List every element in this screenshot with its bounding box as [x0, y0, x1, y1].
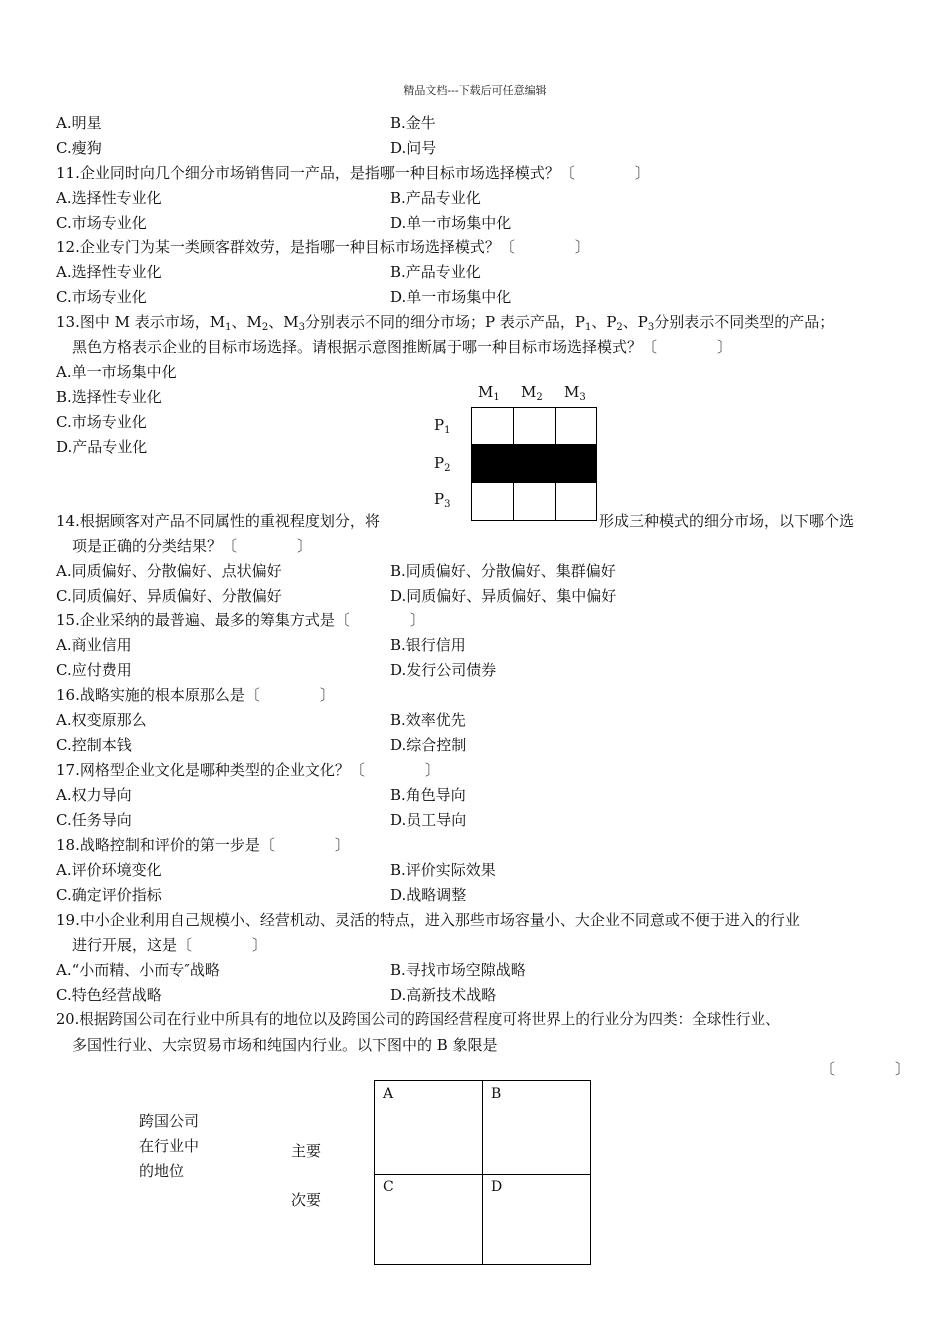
q14-stem-end: 形成三种模式的细分市场，以下哪个选: [599, 512, 855, 530]
market-product-grid: [471, 407, 597, 521]
q20-stem-line1: 20.根据跨国公司在行业中所具有的地位以及跨国公司的跨国经营程度可将世界上的行业分为四类：全球性行业、: [56, 1011, 780, 1028]
q11-stem: 11.企业同时向几个细分市场销售同一产品，是指哪一种目标市场选择模式？〔 〕: [56, 164, 650, 182]
grid-row-line: [472, 444, 596, 445]
grid-column-line: [555, 408, 556, 520]
q12-stem: 12.企业专门为某一类顾客群效劳，是指哪一种目标市场选择模式？〔 〕: [56, 238, 590, 256]
q13-row-label-p2: $P_2$: [434, 454, 451, 474]
q13-col-label-m2: $M_2$: [521, 383, 543, 403]
q18-option-b: B.评价实际效果: [390, 861, 496, 879]
page-header: 精品文档---下载后可任意编辑: [403, 84, 547, 97]
grid-column-line: [513, 408, 514, 520]
q19-option-a: A.“小而精、小而专″战略: [56, 961, 220, 979]
industry-quadrant-grid: [374, 1080, 591, 1265]
q14-option-c: C.同质偏好、异质偏好、分散偏好: [56, 587, 282, 605]
q12-option-c: C.市场专业化: [56, 288, 147, 306]
q13-row-label-p1: $P_1$: [434, 416, 451, 436]
q13-option-a: A.单一市场集中化: [56, 363, 177, 381]
q13-col-label-m1: $M_1$: [478, 383, 500, 403]
q20-side-label-1: 跨国公司: [139, 1112, 200, 1130]
q18-stem: 18.战略控制和评价的第一步是〔 〕: [56, 836, 350, 854]
q16-option-c: C.控制本钱: [56, 736, 132, 754]
q17-stem: 17.网格型企业文化是哪种类型的企业文化？〔 〕: [56, 761, 440, 779]
q15-option-d: D.发行公司债券: [390, 661, 497, 679]
q13-option-d: D.产品专业化: [56, 438, 148, 456]
q15-option-a: A.商业信用: [56, 636, 132, 654]
q16-stem: 16.战略实施的根本原那么是〔 〕: [56, 686, 335, 704]
q10-option-c: C.瘦狗: [56, 139, 102, 157]
quadrant-a-label: A: [383, 1086, 394, 1102]
grid-row-line: [472, 482, 596, 483]
q18-option-a: A.评价环境变化: [56, 861, 162, 879]
q11-option-b: B.产品专业化: [390, 189, 481, 207]
q12-option-b: B.产品专业化: [390, 263, 481, 281]
quadrant-b-label: B: [491, 1086, 502, 1102]
quadrant-d-label: D: [491, 1179, 503, 1195]
q17-option-c: C.任务导向: [56, 811, 132, 829]
q11-option-d: D.单一市场集中化: [390, 214, 512, 232]
q20-stem-line2: 多国性行业、大宗贸易市场和纯国内行业。以下图中的 B 象限是: [72, 1036, 498, 1054]
q14-stem-start: 14.根据顾客对产品不同属性的重视程度划分，将: [56, 512, 380, 530]
quadrant-vertical-divider: [482, 1081, 483, 1264]
q13-col-label-m3: $M_3$: [564, 383, 586, 403]
q16-option-b: B.效率优先: [390, 711, 466, 729]
q12-option-d: D.单一市场集中化: [390, 288, 512, 306]
q18-option-c: C.确定评价指标: [56, 886, 162, 904]
q18-option-d: D.战略调整: [390, 886, 467, 904]
q19-option-c: C.特色经营战略: [56, 986, 162, 1004]
q15-option-c: C.应付费用: [56, 661, 132, 679]
q14-option-d: D.同质偏好、异质偏好、集中偏好: [390, 587, 617, 605]
q20-row-label-primary: 主要: [291, 1142, 322, 1160]
q14-option-b: B.同质偏好、分散偏好、集群偏好: [390, 562, 616, 580]
q10-option-a: A.明星: [56, 114, 102, 132]
q15-option-b: B.银行信用: [390, 636, 466, 654]
q14-stem-line2: 项是正确的分类结果？〔 〕: [72, 537, 313, 555]
q11-option-a: A.选择性专业化: [56, 189, 162, 207]
q13-option-c: C.市场专业化: [56, 413, 147, 431]
q13-stem-line2: 黑色方格表示企业的目标市场选择。请根据示意图推断属于哪一种目标市场选择模式？〔 〕: [72, 338, 733, 356]
quadrant-c-label: C: [383, 1179, 394, 1195]
q20-side-label-3: 的地位: [139, 1162, 185, 1180]
q15-stem: 15.企业采纳的最普遍、最多的筹集方式是〔 〕: [56, 611, 425, 629]
q20-answer-bracket: 〔 〕: [820, 1060, 911, 1078]
q19-stem-line1: 19.中小企业利用自己规模小、经营机动、灵活的特点，进入那些市场容量小、大企业不同意或不便于进入的行业: [56, 911, 800, 929]
q13-stem-line1: 13.图中 M 表示市场，$M_1$、$M_2$、$M_3$分别表示不同的细分市场；P 表示产品，$P_1$、$P_2$、$P_3$分别表示不同类型的产品；: [56, 313, 835, 333]
q14-option-a: A.同质偏好、分散偏好、点状偏好: [56, 562, 282, 580]
q20-side-label-2: 在行业中: [139, 1137, 200, 1155]
q16-option-a: A.权变原那么: [56, 711, 147, 729]
q17-option-b: B.角色导向: [390, 786, 466, 804]
target-market-filled-row: [472, 444, 596, 482]
q19-stem-line2: 进行开展，这是〔 〕: [72, 936, 268, 954]
q10-option-d: D.问号: [390, 139, 437, 157]
quadrant-horizontal-divider: [375, 1174, 590, 1175]
q17-option-d: D.员工导向: [390, 811, 467, 829]
q12-option-a: A.选择性专业化: [56, 263, 162, 281]
q17-option-a: A.权力导向: [56, 786, 132, 804]
q10-option-b: B.金牛: [390, 114, 436, 132]
q19-option-b: B.寻找市场空隙战略: [390, 961, 526, 979]
q20-row-label-secondary: 次要: [291, 1191, 322, 1209]
q13-row-label-p3: $P_3$: [434, 490, 451, 510]
q11-option-c: C.市场专业化: [56, 214, 147, 232]
q16-option-d: D.综合控制: [390, 736, 467, 754]
q13-option-b: B.选择性专业化: [56, 388, 162, 406]
q19-option-d: D.高新技术战略: [390, 986, 497, 1004]
